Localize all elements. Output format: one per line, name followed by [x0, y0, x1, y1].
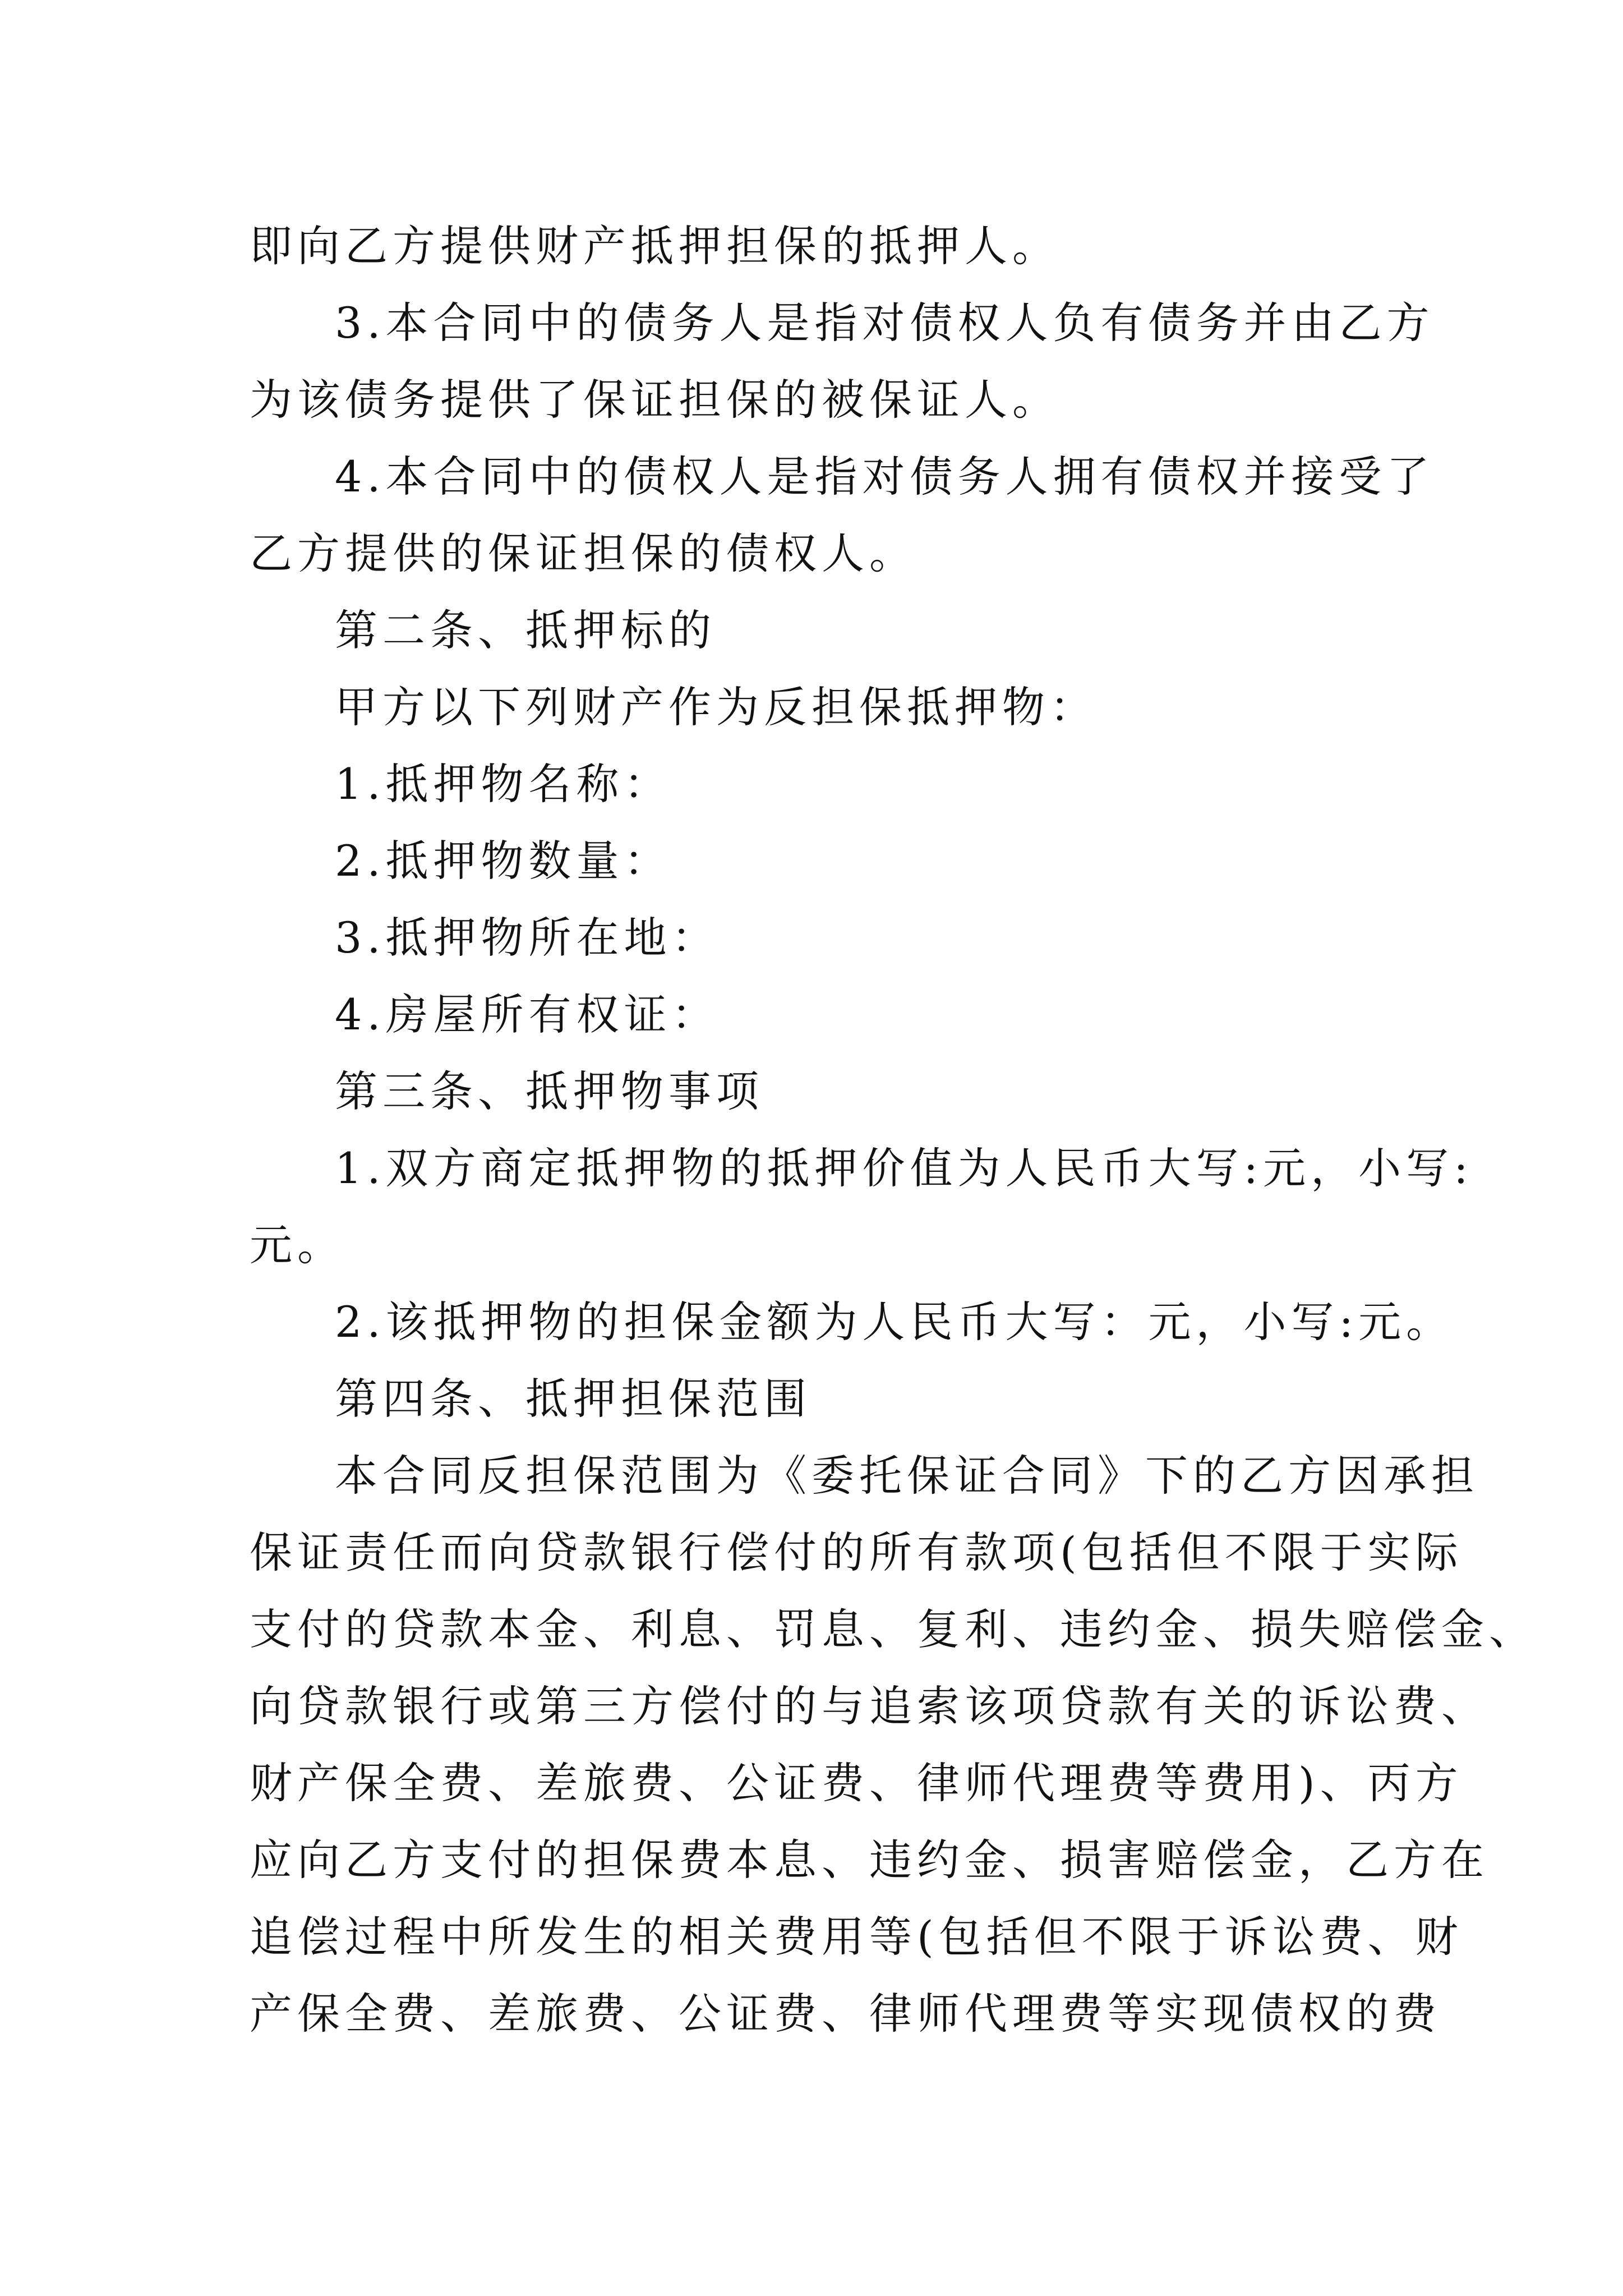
- text-line: 3.本合同中的债务人是指对债权人负有债务并由乙方: [335, 298, 1435, 348]
- text-line: 保证责任而向贷款银行偿付的所有款项(包括但不限于实际: [250, 1527, 1463, 1577]
- section-heading: 第三条、抵押物事项: [335, 1066, 764, 1116]
- text-line: 支付的贷款本金、利息、罚息、复利、违约金、损失赔偿金、: [250, 1604, 1537, 1654]
- text-line: 1.双方商定抵押物的抵押价值为人民币大写:元，小写:: [335, 1143, 1473, 1193]
- document-body: [250, 208, 1537, 2052]
- text-line: 甲方以下列财产作为反担保抵押物：: [335, 682, 1098, 732]
- text-line: 本合同反担保范围为《委托保证合同》下的乙方因承担: [335, 1451, 1479, 1501]
- form-field-label: 4.房屋所有权证：: [335, 990, 720, 1039]
- form-field-label: 1.抵押物名称：: [335, 759, 672, 809]
- text-line: 元。: [250, 1220, 345, 1270]
- text-line: 产保全费、差旅费、公证费、律师代理费等实现债权的费: [250, 1989, 1441, 2039]
- text-line: 4.本合同中的债权人是指对债务人拥有债权并接受了: [335, 452, 1435, 501]
- text-line: 财产保全费、差旅费、公证费、律师代理费等费用)、丙方: [250, 1758, 1463, 1808]
- text-line: 乙方提供的保证担保的债权人。: [250, 528, 917, 578]
- text-line: 应向乙方支付的担保费本息、违约金、损害赔偿金，乙方在: [250, 1835, 1489, 1885]
- form-field-label: 2.抵押物数量：: [335, 836, 672, 886]
- section-heading: 第二条、抵押标的: [335, 605, 716, 655]
- section-heading: 第四条、抵押担保范围: [335, 1374, 811, 1424]
- text-line: 即向乙方提供财产抵押担保的抵押人。: [250, 221, 1060, 271]
- text-line: 为该债务提供了保证担保的被保证人。: [250, 375, 1060, 425]
- text-line: 2.该抵押物的担保金额为人民币大写：元，小写:元。: [335, 1297, 1454, 1347]
- text-line: 向贷款银行或第三方偿付的与追索该项贷款有关的诉讼费、: [250, 1681, 1489, 1731]
- text-line: 追偿过程中所发生的相关费用等(包括但不限于诉讼费、财: [250, 1912, 1463, 1962]
- form-field-label: 3.抵押物所在地：: [335, 913, 720, 963]
